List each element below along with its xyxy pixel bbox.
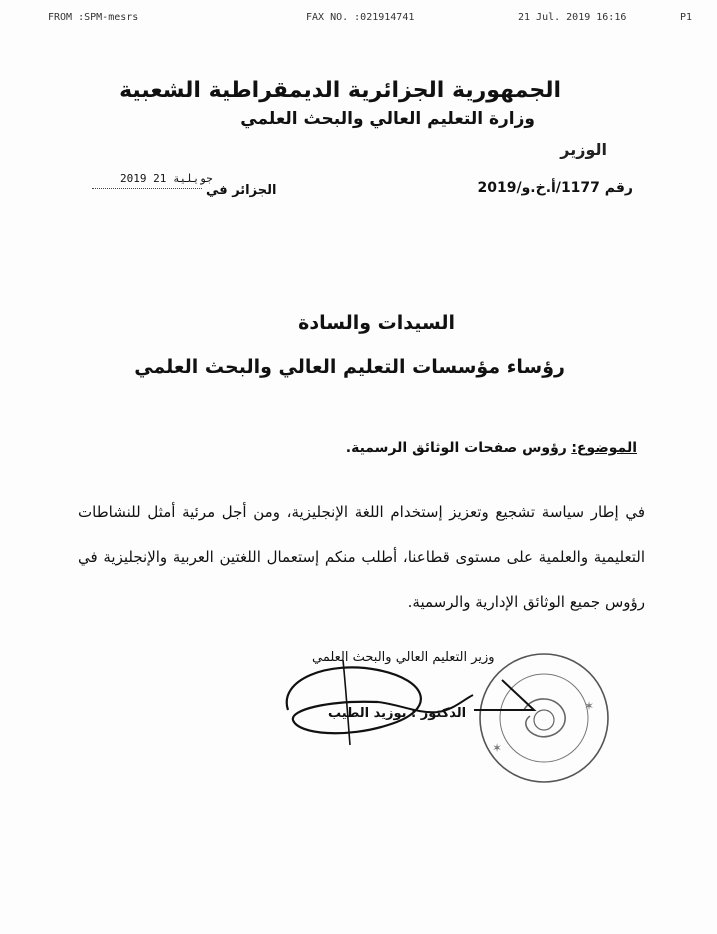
reference-value: 1177/أ.خ.و/2019 [477,180,600,196]
official-stamp [472,640,612,790]
ministry-title: وزارة التعليم العالي والبحث العلمي [240,109,535,129]
signatory-name: الدكتور : بوزيد الطيب [328,706,467,721]
subject-text: رؤوس صفحات الوثائق الرسمية. [345,440,567,456]
office-title: الوزير [560,140,607,159]
signatory-title: وزير التعليم العالي والبحث العلمي [312,650,495,665]
svg-text:✶: ✶ [492,741,503,755]
addressee-line-2: رؤساء مؤسسات التعليم العالي والبحث العلمي [134,356,565,378]
subject-label: الموضوع: [571,440,637,456]
svg-text:✶: ✶ [584,699,595,713]
addressee-line-1: السيدات والسادة [298,312,455,334]
fax-page-number: P1 [680,12,693,23]
letter-date [92,172,213,189]
fax-number: FAX NO. :021914741 [306,12,415,23]
reference-number [478,180,634,196]
date-value: 2019 جويلية 21 [120,172,213,185]
republic-title: الجمهورية الجزائرية الديمقراطية الشعبية [119,78,561,103]
letter-body: في إطار سياسة تشجيع وتعزيز إستخدام اللغة الإنجليزية، ومن أجل مرئية أمثل للنشاطات التعليمية والعلمية على مستوى قطاعنا، أطلب منكم إستعمال اللغتين العربية والإنجليزية في رؤوس جميع الوثائق الإدارية والرسمية. [78,503,645,611]
place-label: الجزائر في [206,183,277,198]
reference-label: رقم [604,180,633,196]
fax-from: FROM :SPM-mesrs [48,12,139,23]
date-dotted-line [92,172,213,189]
subject-line [346,440,637,456]
fax-datetime: 21 Jul. 2019 16:16 [518,12,627,23]
